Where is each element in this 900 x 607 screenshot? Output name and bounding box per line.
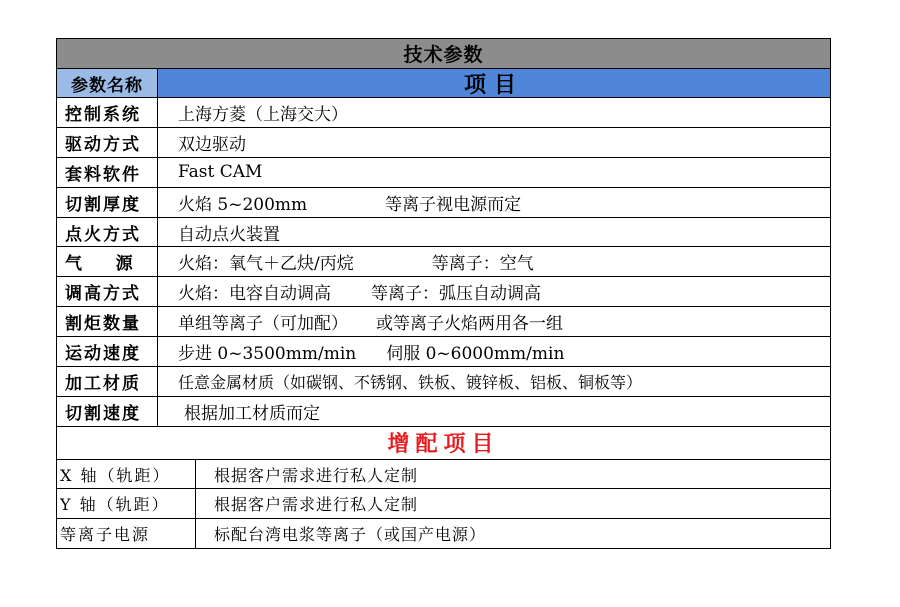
- spec-row: [56, 397, 831, 427]
- spec-row: [56, 218, 831, 248]
- spec-key: 运动速度: [57, 337, 158, 366]
- spec-value-extra: 等离子视电源而定: [385, 194, 522, 215]
- spec-value-extra: 或等离子火焰两用各一组: [376, 314, 563, 335]
- header-param-name: 参数名称: [57, 69, 158, 97]
- spec-value: [158, 277, 830, 306]
- spec-value-text: 单组等离子（可加配）: [178, 314, 348, 335]
- spec-row: [56, 337, 831, 367]
- spec-value-text: 火焰：电容自动调高: [178, 284, 331, 305]
- spec-row: [56, 307, 831, 337]
- spec-row: [56, 277, 831, 307]
- addon-value: 标配台湾电浆等离子（或国产电源）: [214, 524, 487, 544]
- spec-value-text: 根据加工材质而定: [184, 403, 320, 424]
- addon-row: [56, 489, 831, 519]
- spec-value-text: 火焰：氧气＋乙炔/丙烷: [178, 254, 354, 275]
- addon-key: Y 轴（轨距）: [57, 489, 196, 518]
- spec-value: [158, 158, 830, 187]
- spec-key: 驱动方式: [57, 128, 158, 157]
- spec-value-extra: 伺服 0~6000mm/min: [386, 344, 565, 365]
- spec-value-text: 火焰 5~200mm: [178, 194, 308, 215]
- table-title: 技术参数: [56, 38, 831, 69]
- header-item: 项目: [158, 69, 830, 97]
- spec-value: [158, 98, 830, 127]
- spec-value-text: 任意金属材质（如碳钢、不锈钢、铁板、镀锌板、铝板、铜板等）: [178, 372, 643, 392]
- spec-value: [158, 218, 830, 247]
- spec-value: [158, 188, 830, 217]
- spec-row: [56, 247, 831, 277]
- addon-value: 根据客户需求进行私人定制: [214, 465, 419, 485]
- spec-row: [56, 98, 831, 128]
- addon-row: [56, 460, 831, 490]
- addon-title: 增配项目: [56, 427, 831, 460]
- spec-row: [56, 158, 831, 188]
- spec-row: [56, 367, 831, 397]
- spec-value-text: Fast CAM: [178, 162, 263, 183]
- addon-key: X 轴（轨距）: [57, 460, 196, 489]
- addon-value: 根据客户需求进行私人定制: [214, 495, 419, 515]
- spec-value: [158, 307, 830, 336]
- spec-key: 气 源: [57, 247, 158, 276]
- spec-value: [158, 367, 830, 396]
- spec-key: 调高方式: [57, 277, 158, 306]
- spec-value-text: 双边驱动: [178, 134, 246, 155]
- spec-value-text: 上海方菱（上海交大）: [178, 104, 348, 125]
- spec-table: [56, 38, 831, 549]
- addon-row: [56, 519, 831, 549]
- spec-key: 套料软件: [57, 158, 158, 187]
- spec-value-text: 步进 0~3500mm/min: [178, 344, 357, 365]
- spec-key: 切割速度: [57, 397, 158, 426]
- spec-key: 切割厚度: [57, 188, 158, 217]
- spec-key: 割炬数量: [57, 307, 158, 336]
- addon-key: 等离子电源: [57, 519, 196, 548]
- spec-key: 点火方式: [57, 218, 158, 247]
- spec-value-extra: 等离子：弧压自动调高: [371, 284, 541, 305]
- spec-row: [56, 188, 831, 218]
- spec-value-extra: 等离子：空气: [431, 254, 534, 275]
- spec-value: [158, 337, 830, 366]
- spec-row: [56, 128, 831, 158]
- spec-value: [158, 397, 830, 426]
- spec-value: [158, 247, 830, 276]
- spec-key: 加工材质: [57, 367, 158, 396]
- spec-value-text: 自动点火装置: [178, 224, 280, 245]
- spec-value: [158, 128, 830, 157]
- spec-key: 控制系统: [57, 98, 158, 127]
- header-row: [56, 69, 831, 98]
